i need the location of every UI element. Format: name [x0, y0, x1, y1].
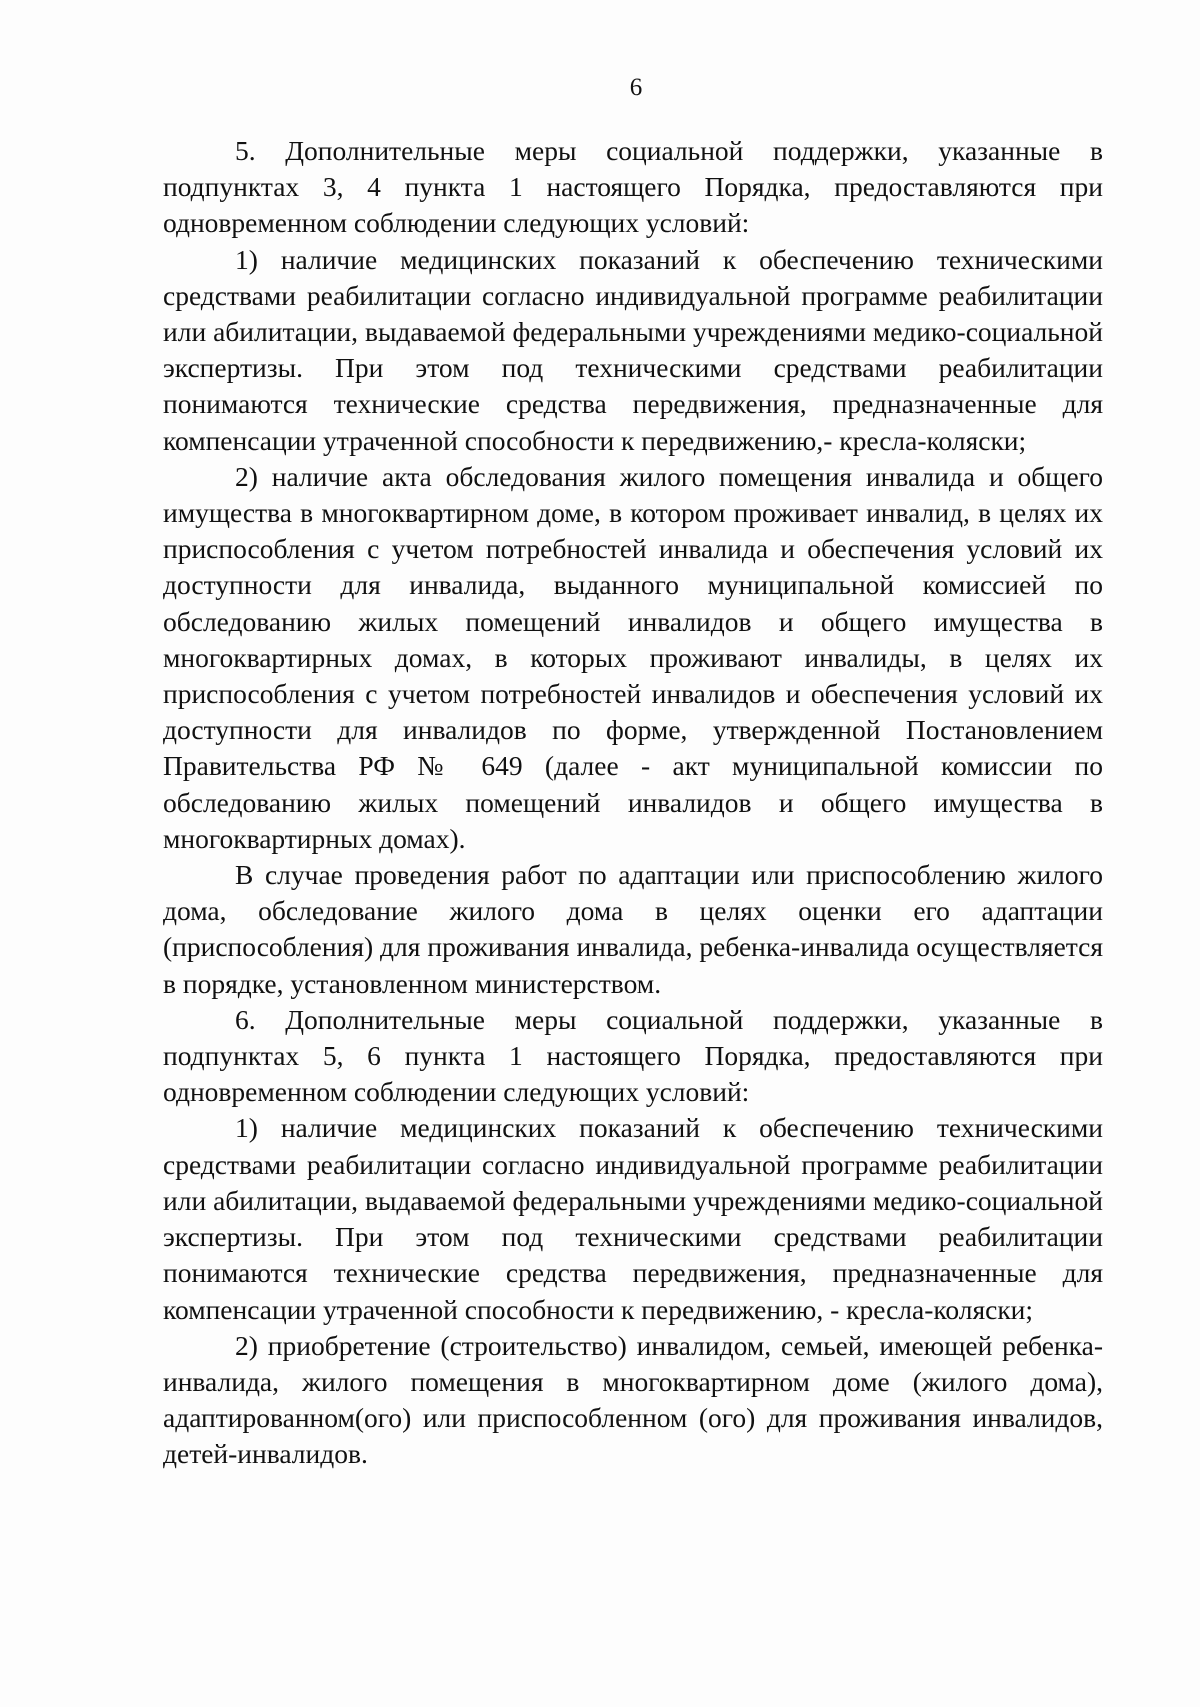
paragraph-6-condition-1: 1) наличие медицинских показаний к обеспечению техническими средствами реабилитации согласно индивидуальной программе реабилитации или абилитации, выдаваемой федеральными учреждениями медико-социальной экспертизы. При этом под техническими средствами реабилитации понимаются технические средства передвижения, предназначенные для компенсации утраченной способности к передвижению, - кресла-коляски;: [163, 1112, 1103, 1325]
document-body: [163, 133, 1103, 1473]
paragraph-5-intro: 5. Дополнительные меры социальной поддержки, указанные в подпунктах 3, 4 пункта 1 настоящего Порядка, предоставляются при одновременном соблюдении следующих условий:: [163, 135, 1103, 239]
paragraph-6-intro: 6. Дополнительные меры социальной поддержки, указанные в подпунктах 5, 6 пункта 1 настоящего Порядка, предоставляются при одновременном соблюдении следующих условий:: [163, 1003, 1103, 1108]
paragraph-5-adaptation-note: В случае проведения работ по адаптации или приспособлению жилого дома, обследование жилого дома в целях оценки его адаптации (приспособления) для проживания инвалида, ребенка-инвалида осуществляется в порядке, установленном министерством.: [163, 859, 1103, 999]
paragraph-5-condition-2: 2) наличие акта обследования жилого помещения инвалида и общего имущества в многоквартирном доме, в котором проживает инвалид, в целях их приспособления с учетом потребностей инвалида и обеспечения условий их доступности для инвалида, выданного муниципальной комиссией по обследованию жилых помещений инвалидов и общего имущества в многоквартирных домах, в которых проживают инвалиды, в целях их приспособления с учетом потребностей инвалидов и обеспечения условий их доступности для инвалидов по форме, утвержденной Постановлением Правительства РФ № 649 (далее - акт муниципальной комиссии по обследованию жилых помещений инвалидов и общего имущества в многоквартирных домах).: [163, 460, 1103, 854]
paragraph-5-condition-1: 1) наличие медицинских показаний к обеспечению техническими средствами реабилитации согласно индивидуальной программе реабилитации или абилитации, выдаваемой федеральными учреждениями медико-социальной экспертизы. При этом под техническими средствами реабилитации понимаются технические средства передвижения, предназначенные для компенсации утраченной способности к передвижению,- кресла-коляски;: [163, 243, 1103, 456]
page-number: 6: [629, 74, 643, 101]
paragraph-6-condition-2: 2) приобретение (строительство) инвалидом, семьей, имеющей ребенка-инвалида, жилого помещения в многоквартирном доме (жилого дома), адаптированном(ого) или приспособленном (ого) для проживания инвалидов, детей-инвалидов.: [163, 1329, 1103, 1470]
